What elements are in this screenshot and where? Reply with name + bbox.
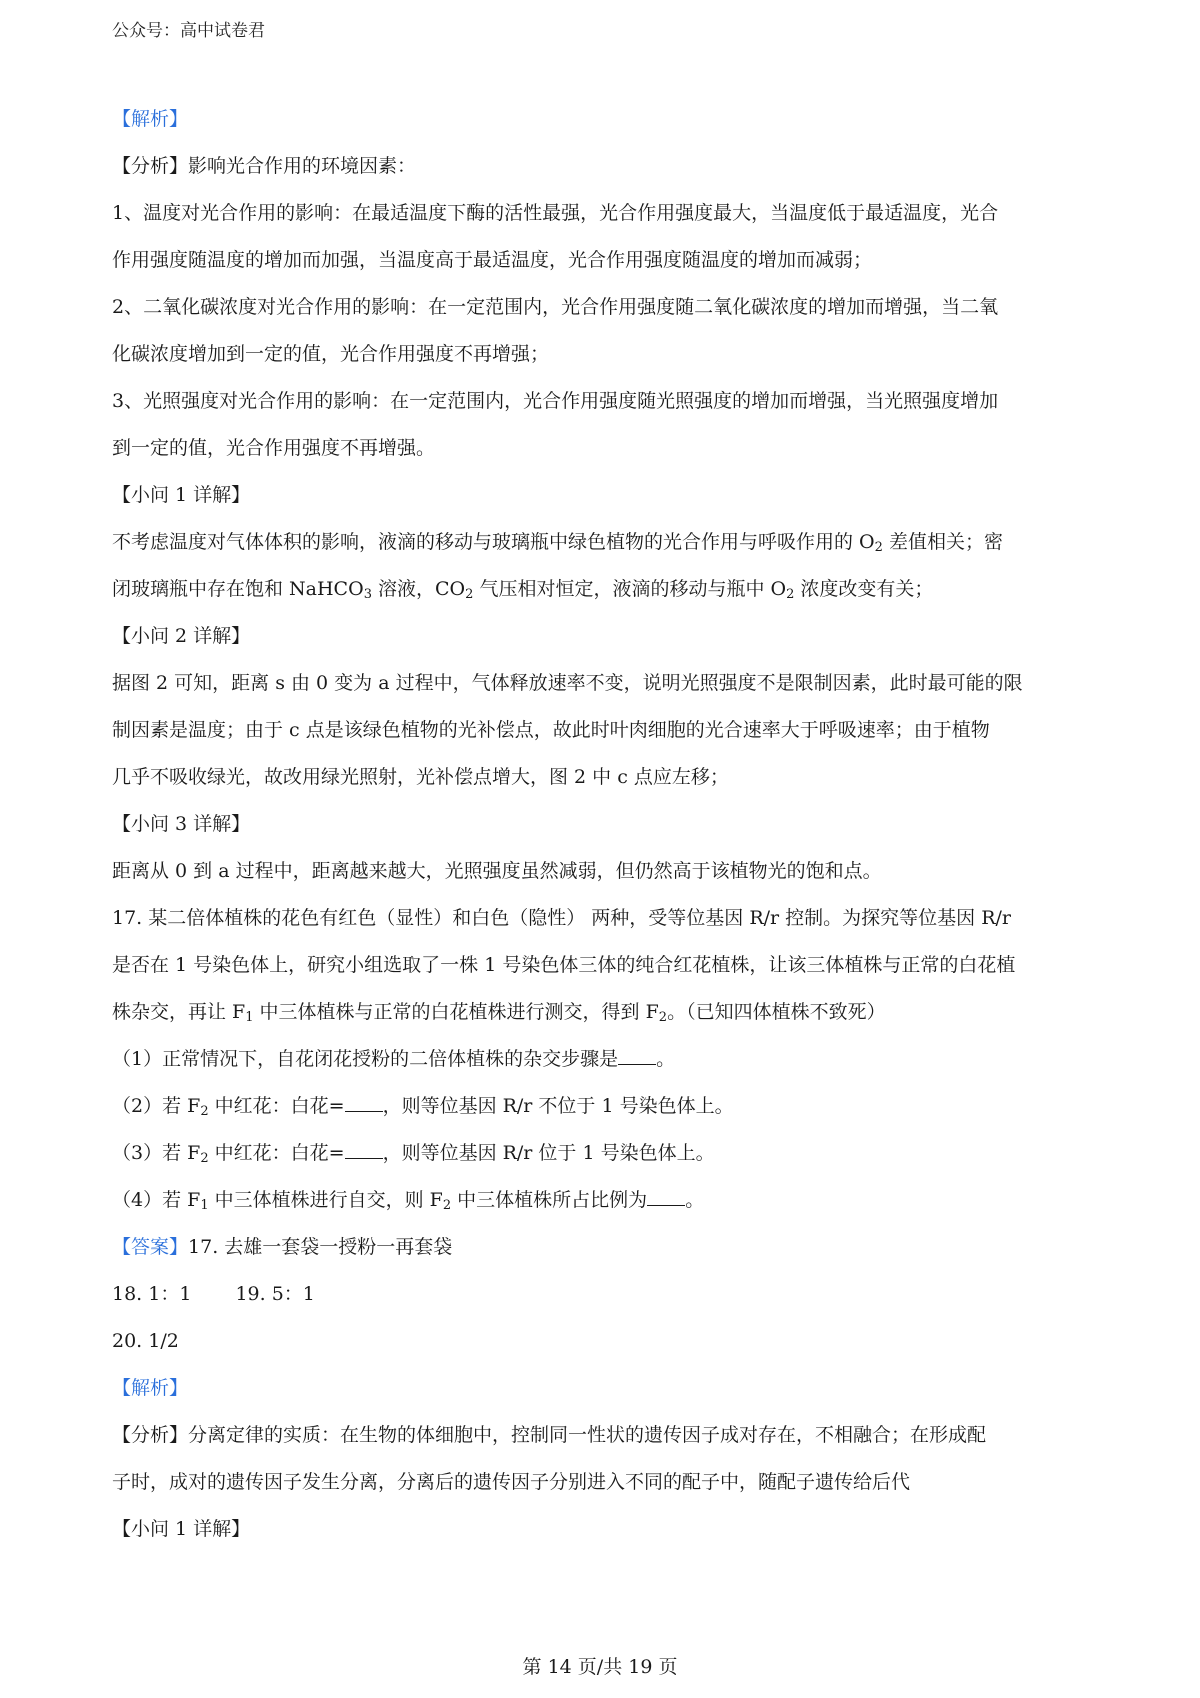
text-line: 几乎不吸收绿光，故改用绿光照射，光补偿点增大，图 2 中 c 点应左移； (112, 766, 729, 788)
text-line: 1、温度对光合作用的影响：在最适温度下酶的活性最强，光合作用强度最大，当温度低于最适温度，光合 (112, 202, 999, 224)
question-item-1: （1）正常情况下，自花闭花授粉的二倍体植株的杂交步骤是 。 (112, 1048, 676, 1070)
section-label-analysis: 【解析】 (112, 108, 189, 130)
question-item-2: （2）若 $F_2$ 中红花：白花= ，则等位基因 R/r 不位于 1 号染色体上。 (112, 1095, 734, 1119)
page-header: 公众号：高中试卷君 (112, 21, 265, 41)
answer-tag: 【答案】 (112, 1236, 189, 1258)
question-item-3: （3）若 $F_2$ 中红花：白花= ，则等位基因 R/r 位于 1 号染色体上。 (112, 1142, 715, 1166)
text-line: 化碳浓度增加到一定的值，光合作用强度不再增强； (112, 343, 550, 365)
subquestion-heading-1: 【小问 1 详解】 (112, 484, 251, 506)
document-body (112, 96, 1102, 1553)
page-number: 第 14 页/共 19 页 (522, 1656, 678, 1678)
text-line: 作用强度随温度的增加而加强，当温度高于最适温度，光合作用强度随温度的增加而减弱； (112, 249, 873, 271)
analysis-intro: 【分析】影响光合作用的环境因素： (112, 155, 417, 177)
text-line: 到一定的值，光合作用强度不再增强。 (112, 437, 436, 459)
answer-line: 【答案】17. 去雄一套袋一授粉一再套袋 (112, 1236, 453, 1258)
text-line: 距离从 0 到 a 过程中，距离越来越大，光照强度虽然减弱，但仍然高于该植物光的饱和点。 (112, 860, 882, 882)
text-line: 制因素是温度；由于 c 点是该绿色植物的光补偿点，故此时叶肉细胞的光合速率大于呼吸速率；由于植物 (112, 719, 990, 741)
text-line: 2、二氧化碳浓度对光合作用的影响：在一定范围内，光合作用强度随二氧化碳浓度的增加而增强，当二氧 (112, 296, 999, 318)
answer-blank (618, 1048, 656, 1065)
text-line: 3、光照强度对光合作用的影响：在一定范围内，光合作用强度随光照强度的增加而增强，当光照强度增加 (112, 390, 999, 412)
text-line: 株杂交，再让 $F_1$ 中三体植株与正常的白花植株进行测交，得到 $F_2$。（已知四体植株不致死） (112, 1001, 886, 1025)
section-label-analysis-2: 【解析】 (112, 1377, 189, 1399)
text-line: 据图 2 可知，距离 s 由 0 变为 a 过程中，气体释放速率不变，说明光照强度不是限制因素，此时最可能的限 (112, 672, 1023, 694)
answer-line: 20. 1/2 (112, 1330, 179, 1352)
text-line: 【分析】分离定律的实质：在生物的体细胞中，控制同一性状的遗传因子成对存在，不相融合；在形成配 (112, 1424, 987, 1446)
question-17-stem: 17. 某二倍体植株的花色有红色（显性）和白色（隐性） 两种，受等位基因 R/r 控制。为探究等位基因 R/r (112, 907, 1011, 929)
subquestion-heading-1b: 【小问 1 详解】 (112, 1518, 251, 1540)
text-line: 是否在 1 号染色体上，研究小组选取了一株 1 号染色体三体的纯合红花植株，让该三体植株与正常的白花植 (112, 954, 1016, 976)
text-line: 闭玻璃瓶中存在饱和 NaHCO$_3$ 溶液，$CO_2$ 气压相对恒定，液滴的移动与瓶中 $O_2$ 浓度改变有关； (112, 578, 934, 602)
question-item-4: （4）若 $F_1$ 中三体植株进行自交，则 $F_2$ 中三体植株所占比例为 。 (112, 1189, 705, 1213)
answer-blank (345, 1095, 383, 1112)
answer-blank (647, 1189, 685, 1206)
answer-line: 18. 1：1 19. 5：1 (112, 1283, 315, 1305)
text-line: 不考虑温度对气体体积的影响，液滴的移动与玻璃瓶中绿色植物的光合作用与呼吸作用的 $O_2$ 差值相关；密 (112, 531, 1003, 555)
text-line: 子时，成对的遗传因子发生分离，分离后的遗传因子分别进入不同的配子中，随配子遗传给后代 (112, 1471, 911, 1493)
answer-blank (345, 1142, 383, 1159)
subquestion-heading-3: 【小问 3 详解】 (112, 813, 251, 835)
subquestion-heading-2: 【小问 2 详解】 (112, 625, 251, 647)
